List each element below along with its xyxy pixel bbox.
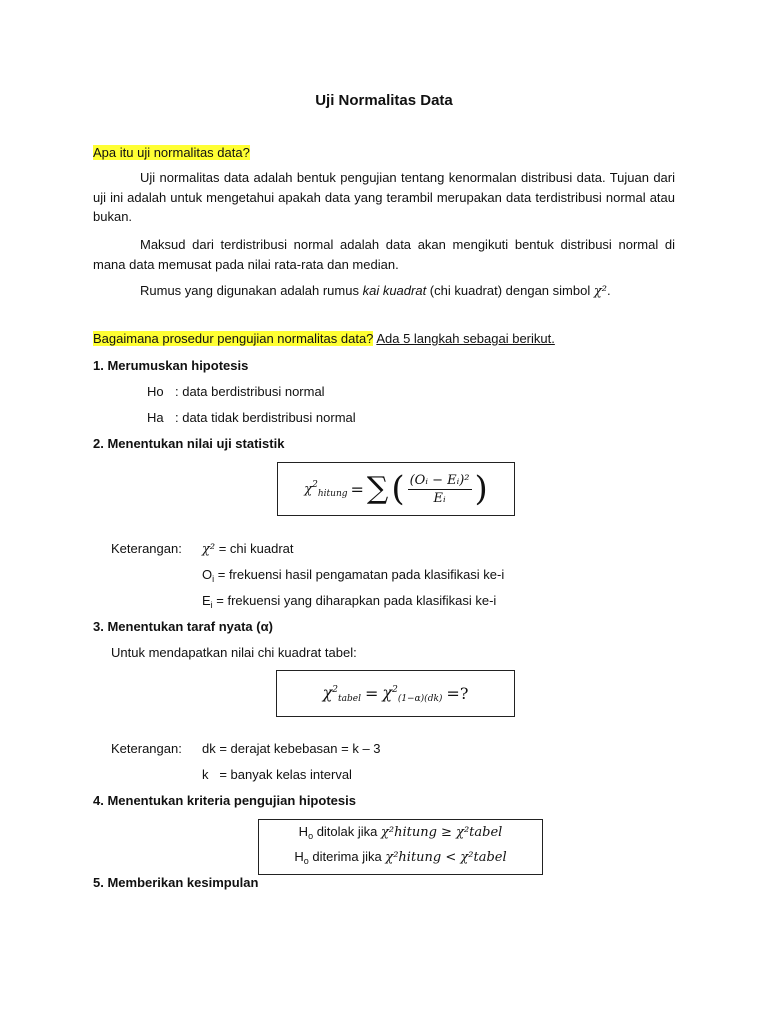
crit1-h: H bbox=[298, 824, 309, 839]
right-paren: ) bbox=[474, 469, 488, 509]
crit1-text: ditolak jika bbox=[313, 824, 381, 839]
keterangan-label-2: Keterangan: bbox=[111, 741, 182, 756]
question-2 bbox=[93, 331, 555, 346]
question-2-answer: Ada 5 langkah sebagai berikut. bbox=[376, 331, 555, 346]
formula1-denominator: Eᵢ bbox=[433, 490, 446, 506]
formula2-sub-right: (1−α)(dk) bbox=[397, 694, 443, 704]
paragraph-3 bbox=[93, 281, 675, 302]
step-4-heading: 4. Menentukan kriteria pengujian hipotesis bbox=[93, 793, 356, 808]
paragraph-2 bbox=[93, 235, 675, 274]
keterangan-label-1: Keterangan: bbox=[111, 541, 182, 556]
keterangan-chi bbox=[202, 541, 294, 557]
keterangan-oi bbox=[202, 567, 504, 584]
paragraph-2-text: Maksud dari terdistribusi normal adalah data akan mengikuti bentuk distribusi normal di mana data memusat pada nilai rata-rata dan median. bbox=[93, 237, 675, 272]
left-paren: ( bbox=[391, 469, 405, 509]
question-1-text: Apa itu uji normalitas data? bbox=[93, 145, 250, 160]
h0-label: Ho bbox=[147, 384, 164, 399]
keterangan-ei-text: = frekuensi yang diharapkan pada klasifikasi ke-i bbox=[212, 593, 497, 608]
paragraph-1-text: Uji normalitas data adalah bentuk pengujian tentang kenormalan distribusi data. Tujuan dari uji ini adalah untuk mengetahui apakah data yang terambil merupakan data terdistribusi normal atau bukan. bbox=[93, 170, 675, 224]
formula1-sup: 2 bbox=[312, 479, 318, 490]
formula2-chi-left: χ bbox=[322, 683, 333, 702]
formula-chi-hitung bbox=[278, 463, 514, 515]
keterangan-oi-sub: i bbox=[212, 574, 215, 584]
formula2-equals: = bbox=[364, 684, 379, 703]
step-3-heading: 3. Menentukan taraf nyata (α) bbox=[93, 619, 273, 634]
keterangan-chi-text: = chi kuadrat bbox=[215, 541, 294, 556]
crit1-math: χ²hitung ≥ χ²tabel bbox=[381, 825, 503, 840]
formula-box-chi-hitung bbox=[277, 462, 515, 516]
step-3-text: Untuk mendapatkan nilai chi kuadrat tabel: bbox=[111, 645, 357, 660]
formula1-chi: χ bbox=[304, 481, 313, 497]
formula1-equals: = bbox=[350, 479, 364, 499]
question-1 bbox=[93, 145, 250, 160]
formula1-sub: hitung bbox=[317, 488, 348, 499]
keterangan-ei bbox=[202, 593, 496, 610]
paragraph-3-italic: kai kuadrat bbox=[362, 283, 427, 298]
hypothesis-h0 bbox=[147, 384, 325, 399]
criteria-box bbox=[258, 819, 543, 875]
step-5-heading: 5. Memberikan kesimpulan bbox=[93, 875, 259, 890]
formula1-lhs bbox=[304, 480, 347, 499]
formula1-numerator: (Oᵢ − Eᵢ)² bbox=[409, 472, 470, 488]
formula2-rhs bbox=[382, 683, 442, 704]
keterangan-ei-symbol: E bbox=[202, 593, 211, 608]
keterangan-ei-sub: i bbox=[210, 600, 213, 610]
criteria-accepted bbox=[259, 849, 542, 866]
ha-label: Ha bbox=[147, 410, 164, 425]
formula-box-chi-tabel bbox=[276, 670, 515, 717]
crit1-sub: o bbox=[308, 831, 314, 841]
ha-text: : data tidak berdistribusi normal bbox=[175, 410, 356, 425]
criteria-rejected bbox=[259, 824, 542, 841]
keterangan-oi-text: = frekuensi hasil pengamatan pada klasifikasi ke-i bbox=[214, 567, 505, 582]
paragraph-3-end: . bbox=[606, 283, 611, 298]
step-1-heading: 1. Merumuskan hipotesis bbox=[93, 358, 249, 373]
crit2-text: diterima jika bbox=[308, 849, 386, 864]
paragraph-1 bbox=[93, 168, 675, 227]
keterangan-chi-symbol: χ² bbox=[202, 542, 216, 557]
crit2-math: χ²hitung < χ²tabel bbox=[385, 850, 507, 865]
formula2-tail: =? bbox=[446, 684, 469, 703]
paragraph-3-text-a: Rumus yang digunakan adalah rumus bbox=[140, 283, 363, 298]
hypothesis-ha bbox=[147, 410, 356, 425]
crit2-h: H bbox=[294, 849, 304, 864]
keterangan-k: k = banyak kelas interval bbox=[202, 767, 352, 782]
step-2-heading: 2. Menentukan nilai uji statistik bbox=[93, 436, 285, 451]
keterangan-dk: dk = derajat kebebasan = k – 3 bbox=[202, 741, 381, 756]
formula1-fraction bbox=[408, 473, 472, 506]
chi-square-symbol: χ² bbox=[593, 284, 607, 299]
crit2-sub: o bbox=[303, 856, 309, 866]
formula2-sup-right: 2 bbox=[392, 685, 398, 695]
question-2-text: Bagaimana prosedur pengujian normalitas data? bbox=[93, 331, 374, 346]
formula2-lhs bbox=[323, 683, 361, 704]
paragraph-3-text-b: (chi kuadrat) dengan simbol bbox=[426, 283, 594, 298]
h0-text: : data berdistribusi normal bbox=[175, 384, 325, 399]
formula-chi-tabel bbox=[277, 671, 514, 716]
page-title: Uji Normalitas Data bbox=[315, 92, 453, 109]
formula2-chi-right: χ bbox=[382, 683, 393, 702]
summation-symbol: ∑ bbox=[366, 471, 389, 506]
formula2-sup-left: 2 bbox=[332, 685, 339, 695]
formula2-sub-left: tabel bbox=[338, 694, 361, 704]
keterangan-oi-symbol: O bbox=[202, 567, 213, 582]
